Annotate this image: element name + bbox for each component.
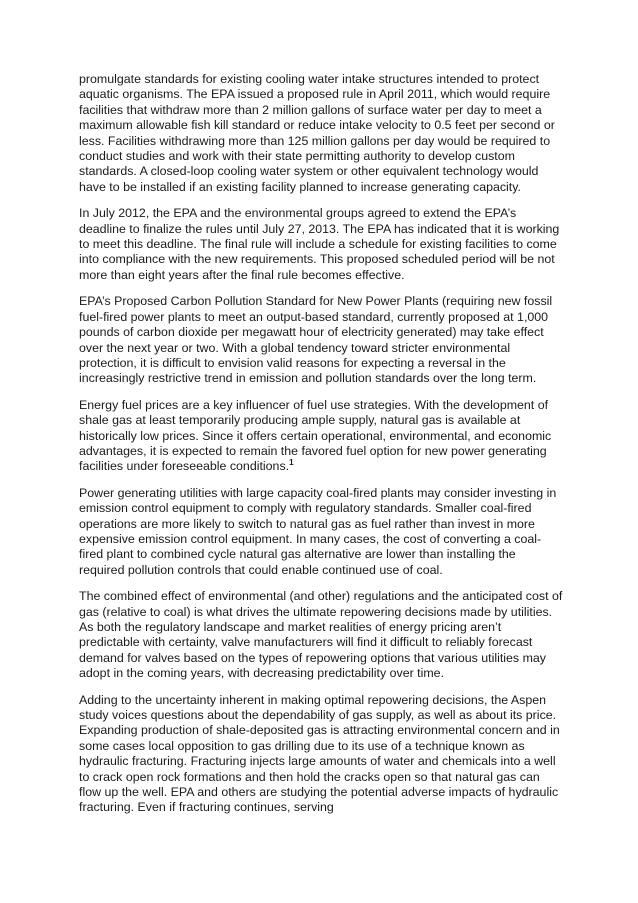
paragraph-cooling-water-standards: promulgate standards for existing cooling water intake structures intended to protect aquatic organisms. The EPA issued a proposed rule in April 2011, which would require facilities that withdraw more than 2 million gallons of surface water per day to meet a maximum allowable fish kill standard or reduce intake velocity to 0.5 feet per second or less. Facilities withdrawing more than 125 million gallons per day would be required to conduct studies and work with their state permitting authority to develop custom standards. A closed-loop cooling water system or other equivalent technology would have to be installed if an existing facility planned to increase generating capacity. — [79, 72, 555, 194]
paragraph-epa-deadline: In July 2012, the EPA and the environmental groups agreed to extend the EPA’s deadline to finalize the rules until July 27, 2013. The EPA has indicated that it is working to meet this deadline. The final rule will include a schedule for existing facilities to come into compliance with the new requirements. This proposed scheduled period will be not more than eight years after the final rule becomes effective. — [79, 206, 560, 282]
paragraph-energy-fuel-prices — [79, 398, 564, 475]
paragraph-combined-effect: The combined effect of environmental (and other) regulations and the anticipated cost of gas (relative to coal) is what drives the ultimate repowering decisions made by utilities. As both the regulatory landscape and market realities of energy pricing aren’t predictable with certainty, valve manufacturers will find it difficult to reliably forecast demand for valves based on the types of repowering options that various utilities may adopt in the coming years, with decreasing predictability over time. — [79, 589, 563, 681]
document-page — [79, 72, 564, 816]
paragraph-carbon-pollution-standard: EPA’s Proposed Carbon Pollution Standard for New Power Plants (requiring new fossil fuel-fired power plants to meet an output-based standard, currently proposed at 1,000 pounds of carbon dioxide per megawatt hour of electricity generated) may take effect over the next year or two. With a global tendency toward stricter environmental protection, it is difficult to envision valid reasons for expecting a reversal in the increasingly restrictive trend in emission and pollution standards over the long term. — [79, 294, 553, 386]
paragraph-gas-supply-uncertainty: Adding to the uncertainty inherent in making optimal repowering decisions, the Aspen study voices questions about the dependability of gas supply, as well as about its price. Expanding production of shale-deposited gas is attracting environmental concern and in some cases local opposition to gas drilling due to its use of a technique known as hydraulic fracturing. Fracturing injects large amounts of water and chemicals into a well to crack open rock formations and then hold the cracks open so that natural gas can flow up the well. EPA and others are studying the potential adverse impacts of hydraulic fracturing. Even if fracturing continues, serving — [79, 692, 560, 815]
footnote-marker: 1 — [289, 458, 294, 468]
paragraph-energy-fuel-prices-text: Energy fuel prices are a key influencer of fuel use strategies. With the development of shale gas at least temporarily producing ample supply, natural gas is available at historically low prices. Since it offers certain operational, environmental, and economic advantages, it is expected to remain the favored fuel option for new power generating facilities under foreseeable conditions. — [79, 397, 552, 474]
paragraph-coal-fired-utilities: Power generating utilities with large capacity coal-fired plants may consider investing in emission control equipment to comply with regulatory standards. Smaller coal-fired operations are more likely to switch to natural gas as fuel rather than invest in more expensive emission control equipment. In many cases, the cost of converting a coal-fired plant to combined cycle natural gas alternative are lower than installing the required pollution controls that could enable continued use of coal. — [79, 485, 557, 577]
